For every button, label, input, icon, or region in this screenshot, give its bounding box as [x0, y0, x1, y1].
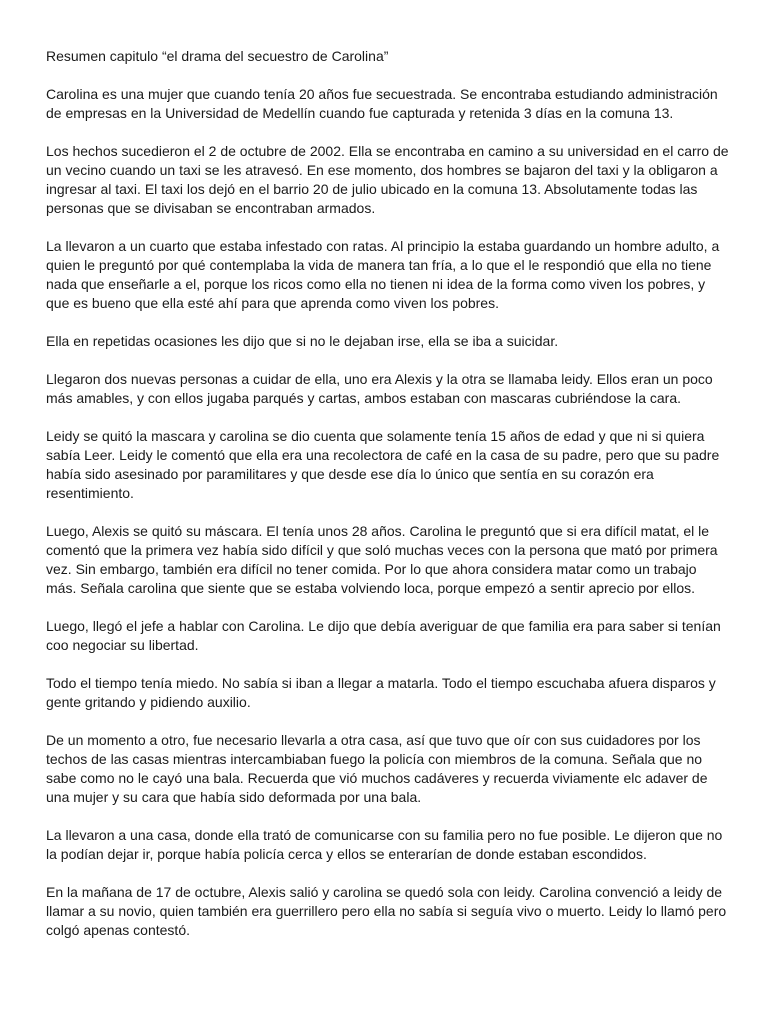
paragraph: Ella en repetidas ocasiones les dijo que si no le dejaban irse, ella se iba a suicidar.	[46, 333, 559, 349]
document-body	[46, 47, 730, 959]
paragraph: Todo el tiempo tenía miedo. No sabía si iban a llegar a matarla. Todo el tiempo escuchaba afuera disparos y gente gritando y pidiendo auxilio.	[46, 675, 716, 710]
paragraph: Leidy se quitó la mascara y carolina se dio cuenta que solamente tenía 15 años de edad y que ni si quiera sabía Leer. Leidy le comentó que ella era una recolectora de café en la casa de su padre, pero que su padre había sido asesinado por paramilitares y que desde ese día lo único que sentía en su corazón era resentimiento.	[46, 428, 720, 501]
paragraph: La llevaron a un cuarto que estaba infestado con ratas. Al principio la estaba guardando un hombre adulto, a quien le preguntó por qué contemplaba la vida de manera tan fría, a lo que el le respondió que ella no tiene nada que enseñarle a el, porque los ricos como ella no tienen ni idea de la forma como viven los pobres, y que es bueno que ella esté ahí para que aprenda como viven los pobres.	[46, 238, 720, 311]
document-title: Resumen capitulo “el drama del secuestro de Carolina”	[46, 48, 389, 64]
paragraph: Luego, llegó el jefe a hablar con Carolina. Le dijo que debía averiguar de que familia era para saber si tenían coo negociar su libertad.	[46, 618, 721, 653]
paragraph: Luego, Alexis se quitó su máscara. El tenía unos 28 años. Carolina le preguntó que si era difícil matat, el le comentó que la primera vez había sido difícil y que soló muchas veces con la persona que mató por primera vez. Sin embargo, también era difícil no tener comida. Por lo que ahora considera matar como un trabajo más. Señala carolina que siente que se estaba volviendo loca, porque empezó a sentir aprecio por ellos.	[46, 523, 718, 596]
paragraph: De un momento a otro, fue necesario llevarla a otra casa, así que tuvo que oír con sus cuidadores por los techos de las casas mientras intercambiaban fuego la policía con miembros de la comuna. Señala que no sabe como no le cayó una bala. Recuerda que vió muchos cadáveres y recuerda viviamente elc adaver de una mujer y su cara que había sido deformada por una bala.	[46, 732, 708, 805]
paragraph: Llegaron dos nuevas personas a cuidar de ella, uno era Alexis y la otra se llamaba leidy. Ellos eran un poco más amables, y con ellos jugaba parqués y cartas, ambos estaban con mascaras cubriéndose la cara.	[46, 371, 713, 406]
paragraph: La llevaron a una casa, donde ella trató de comunicarse con su familia pero no fue posible. Le dijeron que no la podían dejar ir, porque había policía cerca y ellos se enterarían de donde estaban escondidos.	[46, 827, 723, 862]
paragraph: En la mañana de 17 de octubre, Alexis salió y carolina se quedó sola con leidy. Carolina convenció a leidy de llamar a su novio, quien también era guerrillero pero ella no sabía si seguía vivo o muerto. Leidy lo llamó pero colgó apenas contestó.	[46, 884, 727, 938]
paragraph: Los hechos sucedieron el 2 de octubre de 2002. Ella se encontraba en camino a su universidad en el carro de un vecino cuando un taxi se les atravesó. En ese momento, dos hombres se bajaron del taxi y la obligaron a ingresar al taxi. El taxi los dejó en el barrio 20 de julio ubicado en la comuna 13. Absolutamente todas las personas que se divisaban se encontraban armados.	[46, 143, 729, 216]
paragraph: Carolina es una mujer que cuando tenía 20 años fue secuestrada. Se encontraba estudiando administración de empresas en la Universidad de Medellín cuando fue capturada y retenida 3 días en la comuna 13.	[46, 86, 718, 121]
